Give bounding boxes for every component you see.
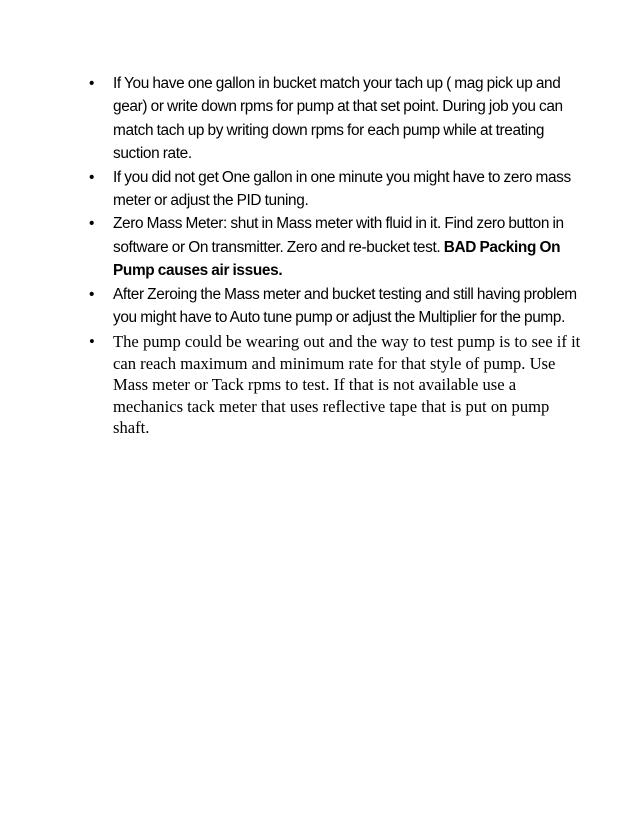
bullet-item-after-zeroing [88, 283, 588, 330]
bullet-marker: • [89, 168, 95, 186]
bullet-marker: • [89, 75, 95, 92]
bullet-text: Zero Mass Meter: shut in Mass meter with fluid in it. Find zero button in software or On transmitter. Zero and re-bucket test. [113, 215, 564, 256]
bullet-marker: • [89, 285, 95, 303]
bullet-list [88, 72, 588, 439]
bullet-text: If you did not get One gallon in one minute you might have to zero mass meter or adjust the PID tuning. [113, 168, 571, 210]
bullet-item-bucket-match [88, 72, 588, 166]
bullet-item-zero-mass-meter [88, 212, 588, 282]
bullet-bold-warning: BAD Packing On Pump causes air issues. [113, 238, 561, 280]
bullet-marker: • [89, 332, 95, 352]
bullet-text: After Zeroing the Mass meter and bucket testing and still having problem you might have to Auto tune pump or adjust the Multiplier for the pump. [113, 285, 577, 327]
bullet-marker: • [89, 215, 95, 233]
bullet-item-pump-wearing [88, 331, 588, 439]
bullet-text: The pump could be wearing out and the way to test pump is to see if it can reach maximum and minimum rate for that style of pump. Use Mass meter or Tack rpms to test. If that is not available use a mechanics tack meter that uses reflective tape that is put on pump shaft. [113, 332, 581, 438]
bullet-text: If You have one gallon in bucket match your tach up ( mag pick up and gear) or write down rpms for pump at that set point. During job you can match tach up by writing down rpms for each pump while at treating suction rate. [113, 75, 563, 163]
bullet-item-one-gallon [88, 166, 588, 213]
